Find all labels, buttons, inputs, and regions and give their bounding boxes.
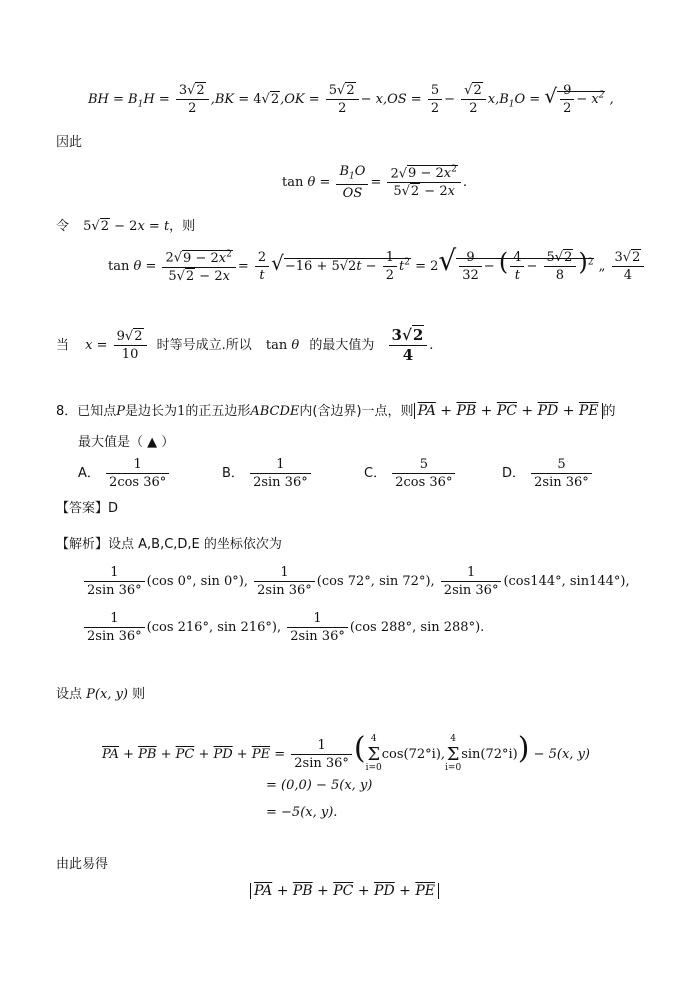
text-max: 的最大值为 <box>309 338 375 353</box>
question-8-line2: 最大值是（ ▲ ） <box>78 435 175 450</box>
fraction: $\frac{1}{2\sin 36^\circ}$ <box>287 612 348 643</box>
text-ling: 令 <box>56 219 70 234</box>
q-text: 的正五边形 <box>185 404 251 419</box>
coord-e: (cos 288°, sin 288°) <box>349 620 481 635</box>
answer: 【答案】D <box>56 501 119 516</box>
coord-c: (cos144°, sin144°) <box>503 574 626 589</box>
fraction: $\frac{4}{t}$ <box>510 251 524 282</box>
question-number: 8． <box>56 404 78 419</box>
fraction: $\frac{2}{t}$ <box>255 251 269 282</box>
fraction: $\frac{1}{2\sin 36^\circ}$ <box>441 566 502 597</box>
coord-a: (cos 0°, sin 0°) <box>146 574 244 589</box>
fraction: $\frac{3√2}{4}$ <box>612 251 645 282</box>
q-num: 1 <box>177 404 186 419</box>
coord-b: (cos 72°, sin 72°) <box>316 574 431 589</box>
formula-line-bh: BH = $B_1H$ = $\frac{3√2}{2}$ ,BK = 4√2,OK = $\frac{5√2}{2}$ − x,OS = $\frac{5}{2}$ − $\frac{√2}{2}$ $x,B_1O$ = √ $\frac{9}{2}$ − $x^2$ , <box>88 83 614 116</box>
fraction: $\frac{1}{2\sin 36^\circ}$ <box>84 612 145 643</box>
fraction: $\frac{1}{2\sin 36^\circ}$ <box>250 458 311 489</box>
fraction: $\frac{9}{32}$ <box>459 251 482 282</box>
analysis-head: 【解析】设点 A,B,C,D,E 的坐标依次为 <box>56 537 282 552</box>
text-ze: ，则 <box>169 219 196 234</box>
q-var: ABCDE <box>250 404 300 419</box>
fraction: $\frac{1}{2}$ <box>383 251 397 282</box>
text-youci: 由此易得 <box>56 857 109 872</box>
option-c[interactable] <box>364 458 457 489</box>
minus-term: − 5(x, y) <box>533 747 590 762</box>
fraction: $\frac{1}{2\sin 36^\circ}$ <box>291 739 352 770</box>
formula-tan-chain: tan θ = $\frac{2√9 - 2x^2}{5√2 - 2x}$ = $\frac{2}{t}$ √−16 + 5√2t − $\frac{1}{2}$ $t^2 = 2√$ $\frac{9}{32}$ − ( $\frac{4}{t}$ − $\frac{5√2}{8}$ )$^2$ „ $\frac{3√2}{4}$ <box>108 247 646 283</box>
text-dang: 时等号成立.所以 <box>156 338 252 353</box>
fraction: $\frac{5}{2\sin 36^\circ}$ <box>531 458 592 489</box>
option-label: A． <box>78 466 100 481</box>
fraction: $\frac{5√2}{8}$ <box>544 251 577 282</box>
line-equality-condition: 当 x = $\frac{9√2}{10}$ 时等号成立.所以 tan θ 的最大值为 $\frac{3√2}{4}$ . <box>56 326 434 364</box>
point-p: P(x, y) <box>86 687 128 702</box>
q-var: P <box>116 404 126 419</box>
final-abs-vector-sum: $\overline{PA} + \overline{PB} + \overline{PC} + \overline{PD} + \overline{PE}$ <box>250 884 439 898</box>
option-label: C． <box>364 466 387 481</box>
option-label: B． <box>222 466 244 481</box>
sum-symbol: 4 Σ i=0 <box>445 733 462 774</box>
q-text: 内(含边界)一点，则 <box>299 404 414 419</box>
fraction-max-value: $\frac{3√2}{4}$ <box>389 328 428 363</box>
text-ze: 则 <box>132 687 146 702</box>
fraction: $\frac{2√9 - 2x^2}{5√2 - 2x}$ <box>162 250 235 282</box>
sum-symbol: 4 Σ i=0 <box>365 733 382 774</box>
option-label: D． <box>502 466 526 481</box>
fraction: $\frac{9√2}{10}$ <box>114 330 147 361</box>
fraction: $\frac{9}{2}$ <box>560 84 574 115</box>
text-dang: 当 <box>56 338 70 353</box>
coords-line1: $\frac{1}{2\sin 36^\circ}$ (cos 0°, sin 0°), $\frac{1}{2\sin 36^\circ}$ (cos 72°, sin 72°), $\frac{1}{2\sin 36^\circ}$ (cos144°, sin144°), <box>82 566 630 597</box>
fraction: $\frac{5√2}{2}$ <box>326 84 359 115</box>
coord-d: (cos 216°, sin 216°) <box>146 620 277 635</box>
fraction: $\frac{√2}{2}$ <box>461 84 486 115</box>
coords-line2: $\frac{1}{2\sin 36^\circ}$ (cos 216°, sin 216°), $\frac{1}{2\sin 36^\circ}$ (cos 288°, sin 288°). <box>82 612 484 643</box>
set-point-p <box>56 688 145 701</box>
fraction: $\frac{2√9 - 2x^2}{5√2 - 2x}$ <box>387 166 460 198</box>
fraction: $\frac{B_1O}{OS}$ <box>336 165 368 200</box>
text-yinci: 因此 <box>56 135 83 150</box>
vector-sum-abs: $\overline{PA} + \overline{PB} + \overline{PC} + \overline{PD} + \overline{PE}$ <box>414 403 603 419</box>
fraction: $\frac{5}{2}$ <box>428 84 442 115</box>
question-8 <box>56 404 616 418</box>
q-text: 是边长为 <box>125 404 178 419</box>
fraction: $\frac{5}{2\cos 36^\circ}$ <box>392 458 455 489</box>
fraction: $\frac{3√2}{2}$ <box>176 84 209 115</box>
option-b[interactable] <box>222 458 313 489</box>
q-text: 的 <box>602 404 616 419</box>
formula-tan-theta: tan θ = $\frac{B_1O}{OS}$ = $\frac{2√9 - 2x^2}{5√2 - 2x}$ . <box>282 164 467 201</box>
text-setp: 设点 <box>56 687 83 702</box>
vector-derivation: $\overline{PA} + \overline{PB} + \overline{PC} + \overline{PD} + \overline{PE}$ = $\frac{1}{2\sin 36^\circ}$ ( 4 Σ i=0cos(72°i),4 Σ i=0sin(72°i)) − 5(x, y) <box>102 731 590 774</box>
fraction: $\frac{1}{2\sin 36^\circ}$ <box>84 566 145 597</box>
q-text: 已知点 <box>77 404 117 419</box>
step-3: = −5(x, y). <box>266 805 338 820</box>
fraction: $\frac{1}{2\cos 36^\circ}$ <box>106 458 169 489</box>
option-d[interactable] <box>502 458 594 489</box>
option-a[interactable] <box>78 458 171 489</box>
fraction: $\frac{1}{2\sin 36^\circ}$ <box>254 566 315 597</box>
step-2: = (0,0) − 5(x, y) <box>266 778 373 793</box>
line-substitution: 令 5√2 − 2x = t，则 <box>56 219 196 234</box>
